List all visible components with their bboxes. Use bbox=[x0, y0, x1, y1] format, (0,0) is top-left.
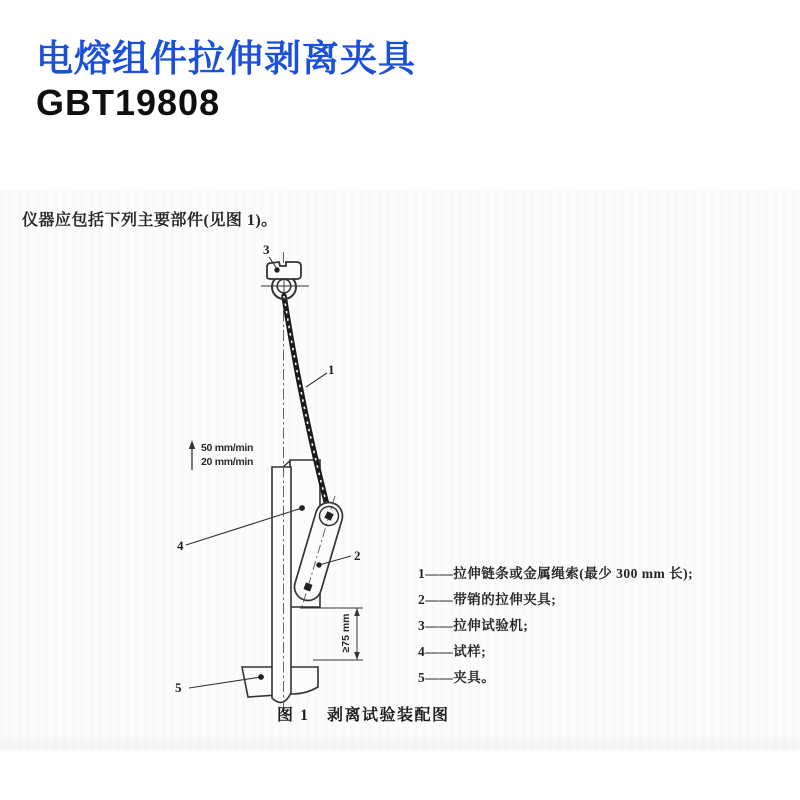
figure-legend bbox=[418, 567, 693, 697]
speed-label-20: 20 mm/min bbox=[201, 456, 254, 468]
part-callout-3: 3 bbox=[263, 242, 270, 257]
dimension-lines bbox=[300, 608, 363, 660]
dimension-label: ≥75 mm bbox=[340, 613, 352, 653]
part-callout-5: 5 bbox=[175, 680, 182, 695]
speed-label-50: 50 mm/min bbox=[201, 442, 254, 454]
part-callout-4: 4 bbox=[177, 538, 184, 553]
leader-lines bbox=[186, 257, 351, 688]
product-model-number: GBT19808 bbox=[36, 82, 221, 123]
specimen-pipe-shape bbox=[272, 460, 291, 702]
legend-item-1: 1——拉伸链条或金属绳索(最少 300 mm 长); bbox=[418, 566, 694, 581]
figure-caption: 图 1 剥离试验装配图 bbox=[277, 707, 450, 724]
legend-item-5: 5——夹具。 bbox=[418, 670, 496, 685]
legend-item-2: 2——带销的拉伸夹具; bbox=[418, 592, 557, 607]
legend-item-4: 4——试样; bbox=[418, 644, 487, 659]
machine-grip-shape bbox=[261, 262, 309, 299]
page-title: 电熔组件拉伸剥离夹具 bbox=[36, 38, 416, 79]
intro-sentence: 仪器应包括下列主要部件(见图 1)。 bbox=[22, 212, 278, 229]
legend-item-3: 3——拉伸试验机; bbox=[418, 618, 529, 633]
part-callout-2: 2 bbox=[354, 548, 361, 563]
speed-arrow-icon bbox=[189, 440, 195, 470]
part-callout-1: 1 bbox=[328, 362, 335, 377]
